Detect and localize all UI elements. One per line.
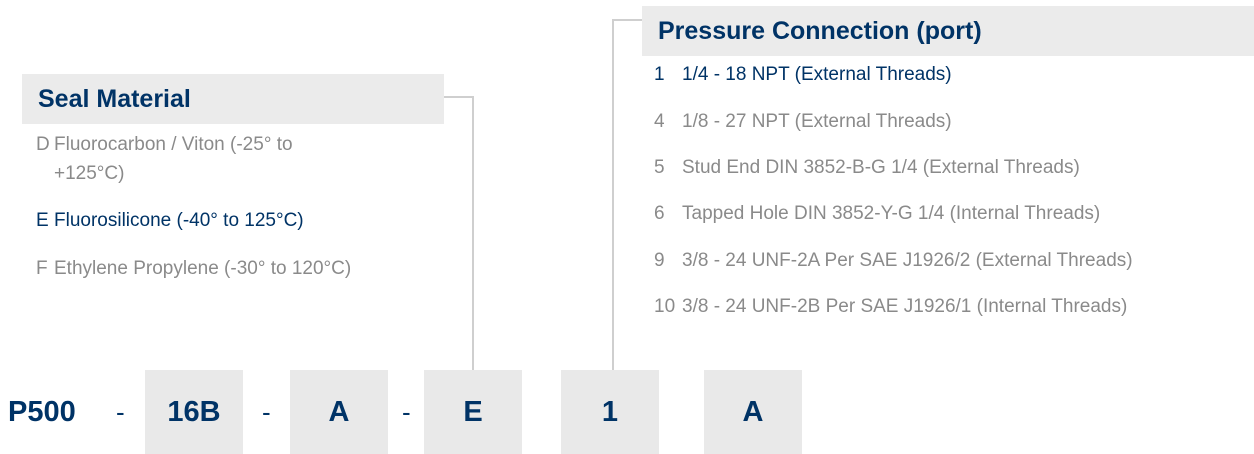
seal-option-e	[36, 210, 304, 232]
port-connector-horizontal	[612, 19, 642, 21]
port-option-10	[654, 296, 1127, 318]
model-separator: -	[116, 396, 125, 427]
seal-option-f	[36, 258, 351, 280]
seal-option-code: F	[36, 258, 48, 279]
seal-option-description: Ethylene Propylene (-30° to 120°C)	[54, 258, 352, 279]
seal-option-code: D	[36, 134, 50, 155]
seal-material-title: Seal Material	[38, 85, 191, 113]
model-segment-port: 1	[561, 370, 659, 454]
seal-option-d-continued	[54, 163, 124, 185]
port-option-code: 9	[654, 250, 665, 271]
port-option-code: 6	[654, 203, 665, 224]
seal-option-description: Fluorocarbon / Viton (-25° to	[54, 134, 293, 155]
seal-connector-vertical	[472, 96, 474, 370]
pressure-connection-title: Pressure Connection (port)	[658, 17, 982, 45]
port-option-code: 5	[654, 157, 665, 178]
port-option-4	[654, 111, 952, 133]
model-segment-range: 16B	[145, 370, 243, 454]
seal-connector-horizontal	[444, 96, 474, 98]
model-segment-option: A	[704, 370, 802, 454]
port-option-9	[654, 250, 1133, 272]
port-option-description: Stud End DIN 3852-B-G 1/4 (External Threads)	[682, 157, 1080, 178]
seal-option-description: Fluorosilicone (-40° to 125°C)	[54, 210, 304, 231]
port-option-code: 4	[654, 111, 665, 132]
port-option-description: 1/8 - 27 NPT (External Threads)	[682, 111, 952, 132]
seal-option-description-continued: +125°C)	[54, 163, 125, 184]
port-option-code: 10	[654, 296, 676, 317]
pressure-connection-header	[642, 6, 1254, 56]
port-option-6	[654, 203, 1100, 225]
seal-option-code: E	[36, 210, 49, 231]
port-option-1	[654, 64, 952, 86]
port-option-5	[654, 157, 1080, 179]
model-separator: -	[262, 396, 271, 427]
port-option-description: 3/8 - 24 UNF-2B Per SAE J1926/1 (Internal Threads)	[682, 296, 1128, 317]
model-segment-output: A	[290, 370, 388, 454]
port-option-code: 1	[654, 64, 665, 85]
model-prefix: P500	[8, 395, 76, 428]
port-option-description: Tapped Hole DIN 3852-Y-G 1/4 (Internal Threads)	[682, 203, 1101, 224]
port-option-description: 3/8 - 24 UNF-2A Per SAE J1926/2 (External Threads)	[682, 250, 1133, 271]
model-segment-seal: E	[424, 370, 522, 454]
seal-material-header	[22, 74, 444, 124]
port-connector-vertical	[612, 19, 614, 370]
seal-option-d	[36, 134, 293, 156]
model-separator: -	[402, 396, 411, 427]
port-option-description: 1/4 - 18 NPT (External Threads)	[682, 64, 952, 85]
